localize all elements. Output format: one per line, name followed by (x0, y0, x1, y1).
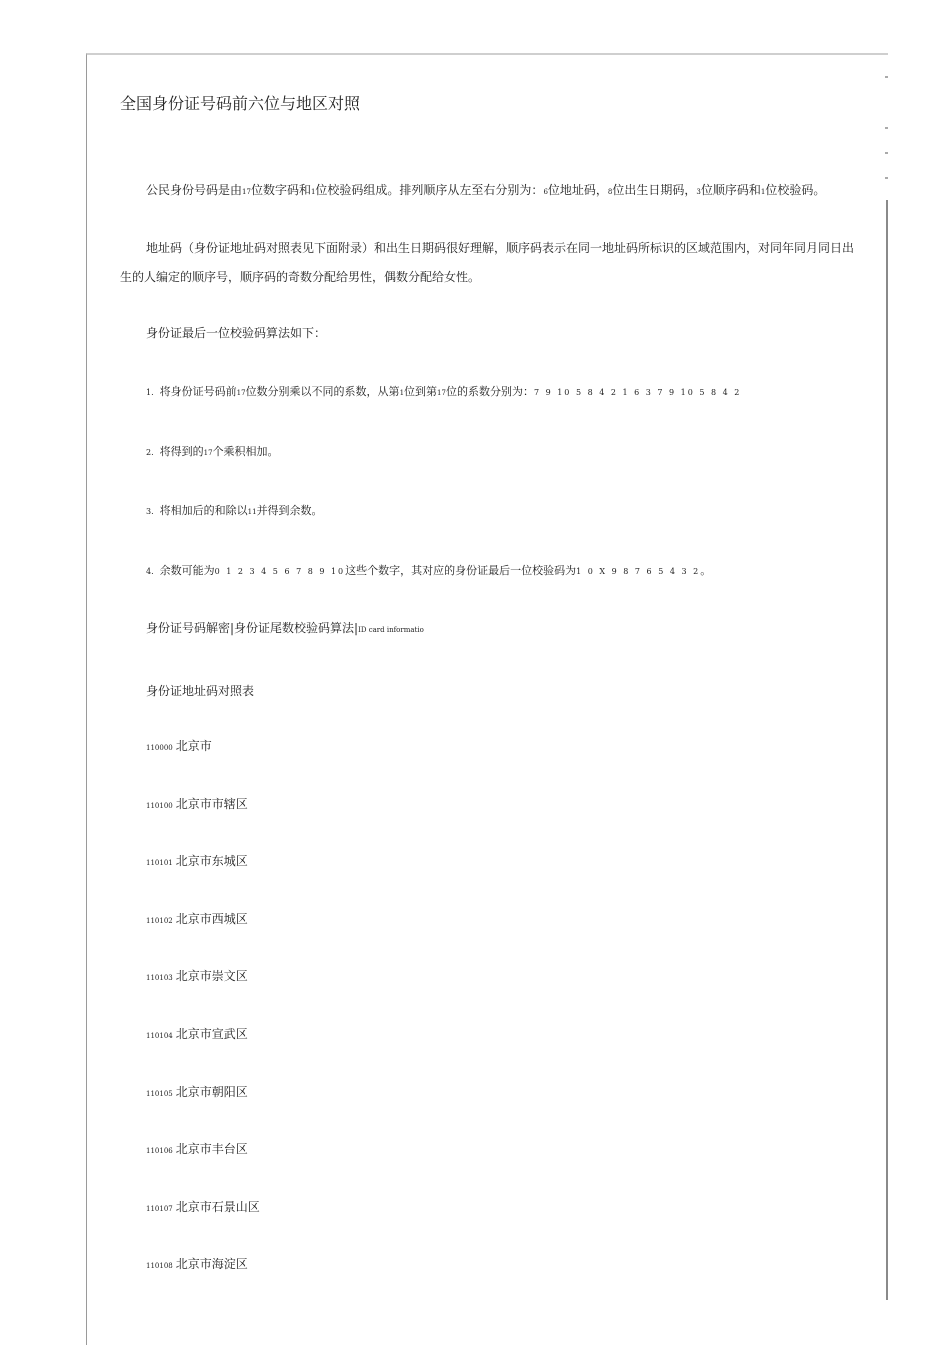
region-row (120, 905, 855, 934)
region-name: 北京市市辖区 (175, 796, 248, 811)
step-number: 1. (146, 388, 154, 397)
region-code: 110000 (146, 744, 173, 752)
region-name: 北京市东城区 (175, 854, 248, 869)
region-name: 北京市海淀区 (175, 1257, 248, 1272)
text-run: 位到第 (404, 385, 438, 398)
text-run: 位校验码。 (765, 183, 826, 197)
coefficient-list: 7 9 10 5 8 4 2 1 6 3 7 9 10 5 8 4 2 (533, 388, 742, 397)
document-title: 全国身份证号码前六位与地区对照 (120, 94, 361, 113)
margin-tick (885, 76, 888, 78)
region-row (120, 790, 855, 819)
related-link-line[interactable] (120, 614, 855, 645)
margin-tick (885, 127, 888, 129)
text-run: 位数分别乘以不同的系数，从第 (245, 385, 400, 398)
text-run: 并得到余数。 (256, 504, 323, 517)
region-code: 110102 (146, 916, 173, 925)
region-name: 北京市石景山区 (175, 1199, 260, 1214)
margin-tick (885, 177, 888, 179)
region-code: 110100 (146, 801, 173, 810)
region-code: 110105 (146, 1089, 173, 1098)
region-row (120, 732, 855, 761)
number-run: 3 (696, 188, 701, 196)
text-run: 位的系数分别为： (445, 385, 534, 398)
step-number: 3. (146, 507, 154, 516)
text-run: 公民身份号码是由 (146, 183, 243, 197)
address-code-table-title: 身份证地址码对照表 (146, 684, 255, 698)
number-run: 8 (607, 188, 613, 196)
text-run: 位地址码， (547, 183, 608, 197)
text-run: 位顺序码和 (700, 183, 761, 197)
text-run: 余数可能为 (159, 563, 215, 577)
step-number: 4. (146, 566, 154, 576)
text-run: 位出生日期码， (612, 183, 697, 197)
region-row (120, 962, 855, 991)
text-run: 位校验码组成。排列顺序从左至右分别为： (315, 183, 544, 197)
text-run: 位数字码和 (250, 183, 311, 197)
margin-tick (885, 152, 888, 154)
region-row (120, 1135, 855, 1164)
number-run: 11 (247, 508, 257, 516)
text-run: 。 (700, 563, 712, 577)
number-run: 17 (203, 448, 213, 457)
step-number: 2. (146, 447, 154, 457)
related-link-english[interactable]: ID card informatio (358, 626, 424, 634)
region-row (120, 1250, 855, 1279)
text-run: 将身份证号码前 (159, 385, 237, 398)
region-row (120, 1078, 855, 1107)
region-code: 110103 (146, 974, 173, 983)
intro-paragraph-3: 身份证最后一位校验码算法如下： (146, 326, 327, 340)
number-run: 6 (543, 188, 548, 196)
algorithm-step-3 (120, 496, 855, 527)
region-row (120, 1193, 855, 1222)
region-code: 110108 (146, 1262, 173, 1271)
region-code: 110104 (146, 1031, 173, 1040)
number-run: 1 (310, 188, 316, 196)
region-name: 北京市宣武区 (175, 1026, 248, 1041)
region-code: 110101 (146, 859, 173, 868)
number-run: 1 (399, 389, 405, 397)
intro-paragraph-2: 地址码（身份证地址码对照表见下面附录）和出生日期码很好理解，顺序码表示在同一地址码所标识的区域范围内，对同年同月同日出生的人编定的顺序号，顺序码的奇数分配给男性，偶数分配给女性。 (120, 241, 855, 284)
region-code: 110107 (146, 1204, 173, 1213)
region-list (120, 732, 855, 1279)
region-name: 北京市西城区 (175, 911, 248, 926)
check-digit-list: 1 0 X 9 8 7 6 5 4 3 2 (576, 566, 701, 576)
text-run: 将相加后的和除以 (159, 504, 248, 517)
algorithm-step-1 (120, 377, 855, 408)
number-run: 17 (236, 389, 246, 397)
right-scroll-rule (886, 200, 888, 1300)
text-run: 将得到的 (159, 444, 204, 458)
region-name: 北京市崇文区 (175, 969, 248, 984)
number-run: 17 (437, 389, 446, 397)
algorithm-step-2 (120, 437, 855, 468)
region-row (120, 847, 855, 876)
region-row (120, 1020, 855, 1049)
text-run: 个乘积相加。 (212, 444, 279, 458)
region-code: 110106 (146, 1147, 173, 1156)
document-body (120, 90, 855, 1308)
number-run: 17 (242, 188, 251, 196)
number-run: 1 (760, 188, 766, 196)
intro-paragraph-1 (120, 176, 855, 207)
region-name: 北京市丰台区 (175, 1142, 248, 1157)
text-run: 这些个数字，其对应的身份证最后一位校验码为 (345, 563, 577, 577)
region-name: 北京市朝阳区 (175, 1084, 248, 1099)
remainder-list: 0 1 2 3 4 5 6 7 8 9 10 (214, 566, 346, 576)
related-link-text[interactable]: 身份证号码解密|身份证尾数校验码算法| (146, 621, 359, 635)
algorithm-step-4 (120, 556, 855, 586)
region-name: 北京市 (175, 739, 212, 753)
